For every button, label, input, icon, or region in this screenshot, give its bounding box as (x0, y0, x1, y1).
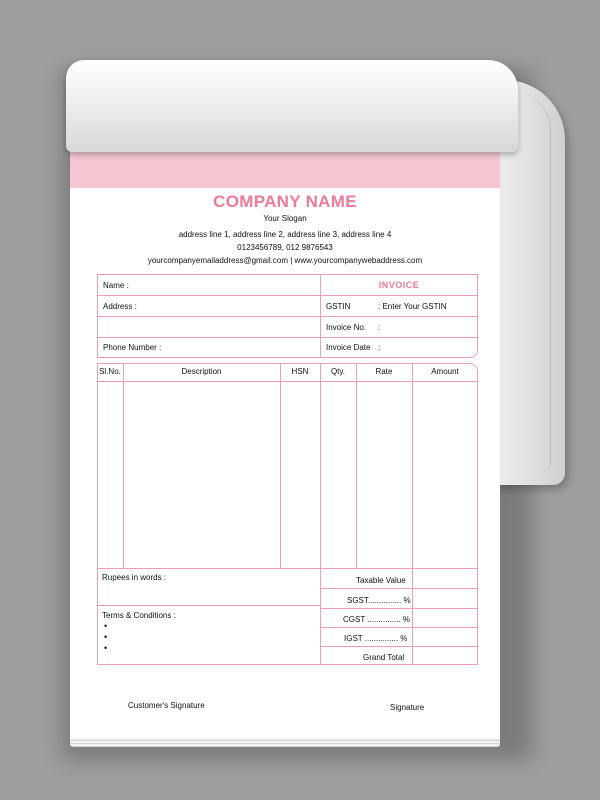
igst-label: IGST ............... % (344, 634, 408, 643)
terms-bullet: • (104, 643, 108, 653)
invoice-number-label: Invoice No. (326, 323, 367, 332)
customer-signature-label: Customer's Signature (128, 701, 205, 710)
summary-split-line (97, 605, 320, 606)
terms-bullet: • (104, 621, 108, 631)
invoice-title: INVOICE (378, 280, 420, 290)
column-header-amount: Amount (431, 367, 459, 376)
table-column-line (280, 363, 281, 568)
grand-total-label: Grand Total (363, 653, 405, 662)
customer-name-label: Name : (103, 281, 129, 290)
terms-label: Terms & Conditions : (102, 611, 176, 620)
table-column-line (412, 363, 413, 665)
company-signature-label: Signature (390, 703, 425, 712)
column-header-rate: Rate (375, 367, 393, 376)
column-header-slno: Sl.No. (99, 367, 121, 376)
table-header-line (97, 381, 478, 382)
table-column-line (320, 363, 321, 665)
company-name: COMPANY NAME (213, 192, 357, 211)
invoice-date-colon: : (378, 343, 381, 352)
table-column-line (356, 363, 357, 568)
column-header-description: Description (181, 367, 222, 376)
gstin-label: GSTIN (326, 302, 351, 311)
summary-row-line (320, 588, 478, 589)
company-address: address line 1, address line 2, address line 3, address line 4 (178, 230, 392, 239)
table-column-line (123, 363, 124, 568)
column-header-qty: Qty. (330, 367, 346, 376)
terms-bullet: • (104, 632, 108, 642)
company-email-web: yourcompanyemailaddress@gmail.com | www.yourcompanywebaddress.com (147, 256, 423, 265)
phone-number-label: Phone Number : (103, 343, 162, 352)
rupees-in-words-label: Rupees in words : (102, 573, 167, 582)
pad-top-roll (66, 60, 518, 152)
customer-address-label: Address : (103, 302, 137, 311)
column-header-hsn: HSN (291, 367, 309, 376)
info-row-line (97, 337, 478, 338)
company-phone: 0123456789, 012 9876543 (237, 243, 333, 252)
summary-top-line (97, 568, 478, 569)
summary-row-line (320, 646, 478, 647)
invoice-sheet (70, 140, 500, 738)
gstin-value: : Enter Your GSTIN (378, 302, 447, 311)
invoice-date-label: Invoice Date (326, 343, 371, 352)
invoice-number-colon: : (378, 323, 381, 332)
sgst-label: SGST............... % (347, 596, 411, 605)
summary-row-line (320, 608, 478, 609)
company-slogan: Your Slogan (263, 214, 307, 223)
info-row-line (97, 295, 478, 296)
taxable-value-label: Taxable Value (356, 576, 406, 585)
cgst-label: CGST ............... % (343, 615, 410, 624)
summary-row-line (320, 627, 478, 628)
info-row-line (97, 316, 478, 317)
